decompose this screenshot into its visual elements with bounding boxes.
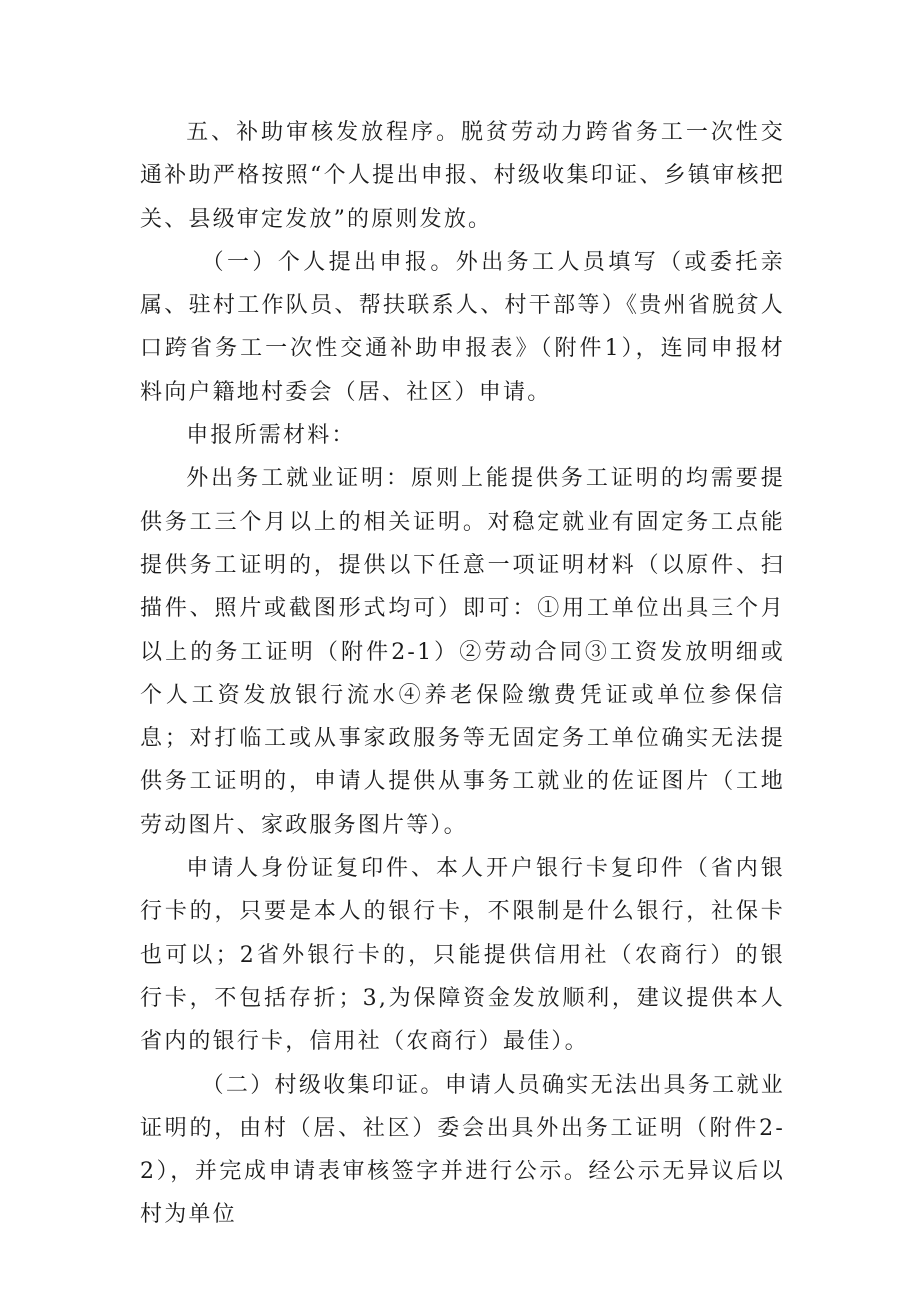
paragraph-step-two: （二）村级收集印证。申请人员确实无法出具务工就业证明的，由村（居、社区）委会出具外出务工证明（附件2-2），并完成申请表审核签字并进行公示。经公示无异议后以村为单位 <box>140 1072 785 1228</box>
paragraph-materials-heading: 申报所需材料： <box>186 423 356 449</box>
paragraph-employment-proof: 外出务工就业证明：原则上能提供务工证明的均需要提供务工三个月以上的相关证明。对稳定就业有固定务工点能提供务工证明的，提供以下任意一项证明材料（以原件、扫描件、照片或截图形式均可）即可：①用工单位出具三个月以上的务工证明（附件2-1）②劳动合同③工资发放明细或个人工资发放银行流水④养老保险缴费凭证或单位参保信息；对打临工或从事家政服务等无固定务工单位确实无法提供务工证明的，申请人提供从事务工就业的佐证图片（工地劳动图片、家政服务图片等）。 <box>140 466 785 838</box>
paragraph-section-five: 五、补助审核发放程序。脱贫劳动力跨省务工一次性交通补助严格按照“个人提出申报、村级收集印证、乡镇审核把关、县级审定发放”的原则发放。 <box>140 120 785 232</box>
paragraph-id-bank-copies: 申请人身份证复印件、本人开户银行卡复印件（省内银行卡的，只要是本人的银行卡，不限制是什么银行，社保卡也可以；2省外银行卡的，只能提供信用社（农商行）的银行卡，不包括存折；3,为保障资金发放顺利，建议提供本人省内的银行卡，信用社（农商行）最佳）。 <box>140 856 785 1055</box>
document-page <box>140 111 785 1237</box>
paragraph-step-one: （一）个人提出申报。外出务工人员填写（或委托亲属、驻村工作队员、帮扶联系人、村干部等）《贵州省脱贫人口跨省务工一次性交通补助申报表》（附件1），连同申报材料向户籍地村委会（居、社区）申请。 <box>140 249 785 405</box>
